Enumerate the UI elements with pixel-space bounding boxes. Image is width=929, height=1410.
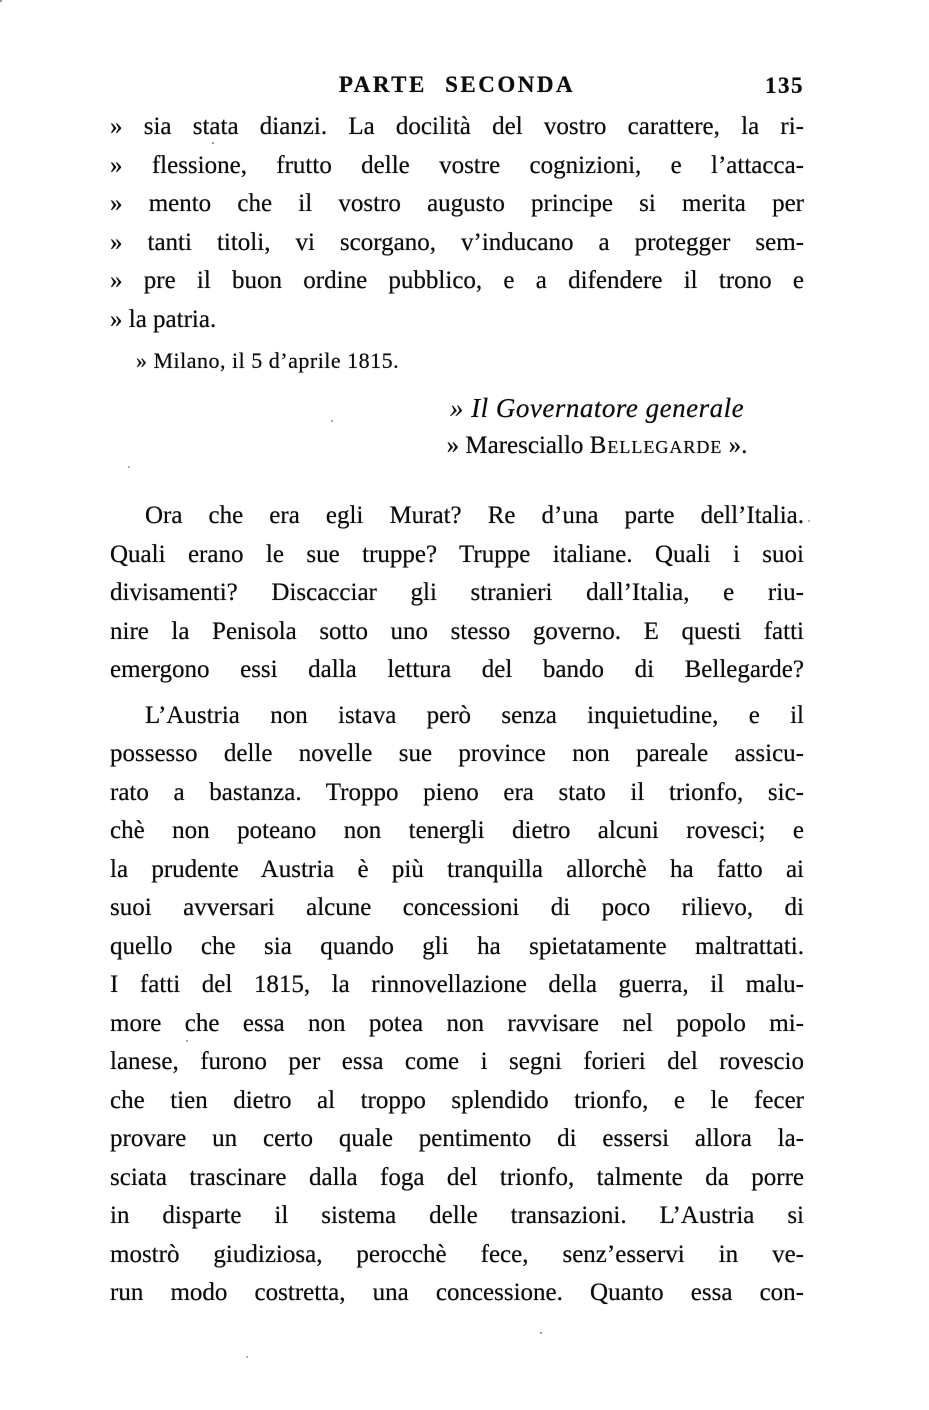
text-line: chè non poteano non tenergli dietro alcuni rovesci; e [110, 817, 804, 844]
signature-prefix: » Maresciallo [446, 432, 590, 459]
section-title: PARTE SECONDA [338, 72, 576, 97]
signature-title: » Il Governatore generale [449, 393, 745, 423]
text-line: run modo costretta, una concessione. Quanto essa con- [110, 1279, 804, 1306]
text-line: possesso delle novelle sue province non pareale assicu- [110, 740, 804, 767]
signature-name-line [390, 427, 804, 465]
text-line: emergono essi dalla lettura del bando di Bellegarde? [110, 656, 804, 683]
page-header [110, 72, 804, 104]
quote-line: » sia stata dianzi. La docilità del vostro carattere, la ri- [110, 113, 804, 140]
text-line: la prudente Austria è più tranquilla allorchè ha fatto ai [110, 855, 804, 883]
text-line: rato a bastanza. Troppo pieno era stato il trionfo, sic- [110, 778, 804, 806]
text-line: divisamenti? Discacciar gli stranieri dall’Italia, e riu- [110, 579, 804, 606]
text-line: mostrò giudiziosa, perocchè fece, senz’esservi in ve- [110, 1240, 804, 1268]
scan-noise [0, 0, 2, 2]
text-line: Ora che era egli Murat? Re d’una parte dell’Italia. [145, 502, 804, 529]
quote-line: » mento che il vostro augusto principe si merita per [110, 190, 804, 217]
text-line: lanese, furono per essa come i segni forieri del rovescio [110, 1048, 804, 1075]
proclamation-quote [110, 108, 804, 339]
text-line: sciata trascinare dalla foga del trionfo, talmente da porre [110, 1163, 804, 1191]
text-line: nire la Penisola sotto uno stesso governo. E questi fatti [110, 617, 804, 645]
signature-suffix: ». [722, 432, 748, 459]
text-line: provare un certo quale pentimento di essersi allora la- [110, 1125, 804, 1152]
text-line: suoi avversari alcune concessioni di poco rilievo, di [110, 894, 804, 921]
text-line: I fatti del 1815, la rinnovellazione della guerra, il malu- [110, 971, 804, 998]
quote-line: » pre il buon ordine pubblico, e a difendere il trono e [110, 267, 804, 294]
text-line: in disparte il sistema delle transazioni. L’Austria si [110, 1202, 804, 1229]
text-line: Quali erano le sue truppe? Truppe italiane. Quali i suoi [110, 540, 804, 568]
text-block [110, 72, 804, 1313]
quote-line: » flessione, frutto delle vostre cognizioni, e l’attacca- [110, 151, 804, 179]
paragraph [110, 697, 804, 1313]
paragraph [110, 497, 804, 690]
text-line: L’Austria non istava però senza inquietudine, e il [145, 701, 804, 729]
text-line: quello che sia quando gli ha spietatamente maltrattati. [110, 932, 804, 960]
text-line: che tien dietro al troppo splendido trionfo, e le fecer [110, 1086, 804, 1114]
text-line: more che essa non potea non ravvisare nel popolo mi- [110, 1009, 804, 1037]
page-number: 135 [765, 73, 804, 98]
signature-block [390, 389, 804, 465]
dateline: » Milano, il 5 d’aprile 1815. [136, 348, 400, 373]
signature-name: Bellegarde [589, 432, 723, 459]
quote-line: » tanti titoli, vi scorgano, v’inducano a protegger sem- [110, 228, 804, 256]
quote-line: » la patria. [110, 305, 217, 333]
